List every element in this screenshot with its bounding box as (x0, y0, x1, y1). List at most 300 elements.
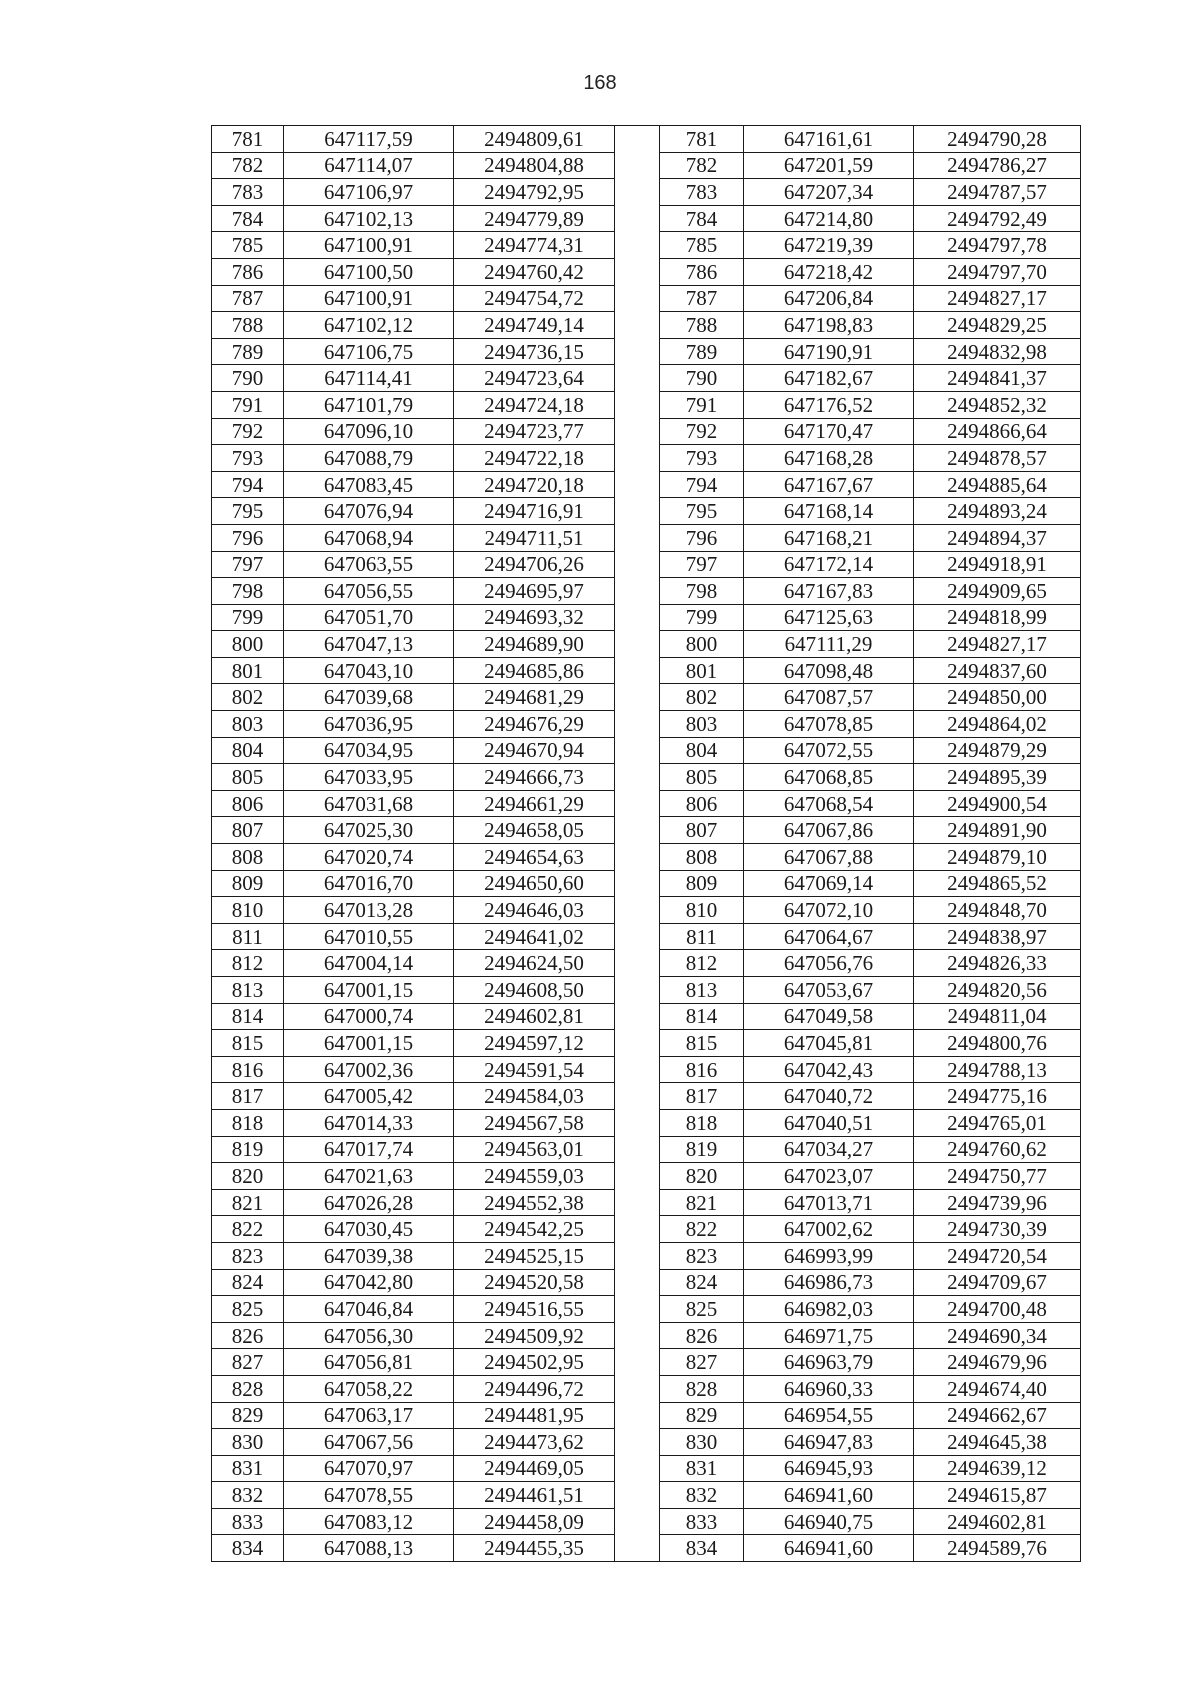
column-spacer (615, 1003, 660, 1030)
table-row (212, 1269, 1081, 1296)
x-coordinate-right: 647068,85 (744, 764, 914, 791)
column-spacer (615, 578, 660, 605)
y-coordinate-right: 2494786,27 (914, 152, 1081, 179)
table-row (212, 1535, 1081, 1562)
point-number-left: 805 (212, 764, 284, 791)
point-number-right: 818 (660, 1109, 744, 1136)
point-number-left: 816 (212, 1056, 284, 1083)
table-row (212, 817, 1081, 844)
table-row (212, 1482, 1081, 1509)
x-coordinate-right: 647045,81 (744, 1030, 914, 1057)
y-coordinate-left: 2494654,63 (454, 844, 615, 871)
y-coordinate-left: 2494723,77 (454, 418, 615, 445)
point-number-right: 824 (660, 1269, 744, 1296)
x-coordinate-right: 647023,07 (744, 1163, 914, 1190)
y-coordinate-right: 2494891,90 (914, 817, 1081, 844)
point-number-left: 785 (212, 232, 284, 259)
column-spacer (615, 418, 660, 445)
table-row (212, 445, 1081, 472)
point-number-left: 828 (212, 1375, 284, 1402)
x-coordinate-right: 647078,85 (744, 711, 914, 738)
point-number-right: 805 (660, 764, 744, 791)
point-number-left: 817 (212, 1083, 284, 1110)
y-coordinate-left: 2494520,58 (454, 1269, 615, 1296)
x-coordinate-right: 647207,34 (744, 179, 914, 206)
x-coordinate-left: 647033,95 (284, 764, 454, 791)
y-coordinate-left: 2494716,91 (454, 498, 615, 525)
point-number-right: 790 (660, 365, 744, 392)
x-coordinate-right: 646941,60 (744, 1535, 914, 1562)
x-coordinate-right: 647067,88 (744, 844, 914, 871)
x-coordinate-right: 647206,84 (744, 285, 914, 312)
x-coordinate-left: 647102,12 (284, 312, 454, 339)
y-coordinate-left: 2494516,55 (454, 1296, 615, 1323)
y-coordinate-right: 2494739,96 (914, 1189, 1081, 1216)
point-number-left: 818 (212, 1109, 284, 1136)
table-row (212, 897, 1081, 924)
x-coordinate-right: 647064,67 (744, 923, 914, 950)
table-row (212, 312, 1081, 339)
y-coordinate-right: 2494674,40 (914, 1375, 1081, 1402)
point-number-right: 817 (660, 1083, 744, 1110)
column-spacer (615, 1189, 660, 1216)
x-coordinate-left: 647106,97 (284, 179, 454, 206)
column-spacer (615, 1109, 660, 1136)
y-coordinate-right: 2494885,64 (914, 471, 1081, 498)
point-number-right: 831 (660, 1455, 744, 1482)
y-coordinate-right: 2494909,65 (914, 578, 1081, 605)
table-row (212, 1216, 1081, 1243)
y-coordinate-right: 2494879,29 (914, 737, 1081, 764)
table-row (212, 285, 1081, 312)
point-number-left: 813 (212, 977, 284, 1004)
column-spacer (615, 1163, 660, 1190)
table-row (212, 1189, 1081, 1216)
point-number-left: 832 (212, 1482, 284, 1509)
x-coordinate-left: 647096,10 (284, 418, 454, 445)
y-coordinate-left: 2494676,29 (454, 711, 615, 738)
y-coordinate-left: 2494658,05 (454, 817, 615, 844)
column-spacer (615, 1429, 660, 1456)
y-coordinate-right: 2494850,00 (914, 684, 1081, 711)
y-coordinate-left: 2494469,05 (454, 1455, 615, 1482)
column-spacer (615, 923, 660, 950)
x-coordinate-right: 646947,83 (744, 1429, 914, 1456)
column-spacer (615, 1535, 660, 1562)
y-coordinate-right: 2494787,57 (914, 179, 1081, 206)
x-coordinate-left: 647010,55 (284, 923, 454, 950)
x-coordinate-right: 646993,99 (744, 1242, 914, 1269)
x-coordinate-left: 647047,13 (284, 631, 454, 658)
y-coordinate-right: 2494918,91 (914, 551, 1081, 578)
point-number-left: 834 (212, 1535, 284, 1562)
y-coordinate-left: 2494722,18 (454, 445, 615, 472)
table-row (212, 471, 1081, 498)
y-coordinate-left: 2494461,51 (454, 1482, 615, 1509)
table-row (212, 1136, 1081, 1163)
column-spacer (615, 1322, 660, 1349)
point-number-right: 828 (660, 1375, 744, 1402)
x-coordinate-right: 647161,61 (744, 126, 914, 153)
x-coordinate-right: 646960,33 (744, 1375, 914, 1402)
x-coordinate-left: 647100,50 (284, 258, 454, 285)
x-coordinate-left: 647020,74 (284, 844, 454, 871)
y-coordinate-left: 2494473,62 (454, 1429, 615, 1456)
x-coordinate-left: 647114,07 (284, 152, 454, 179)
y-coordinate-left: 2494792,95 (454, 179, 615, 206)
y-coordinate-right: 2494602,81 (914, 1508, 1081, 1535)
y-coordinate-left: 2494552,38 (454, 1189, 615, 1216)
point-number-right: 793 (660, 445, 744, 472)
point-number-right: 787 (660, 285, 744, 312)
y-coordinate-right: 2494589,76 (914, 1535, 1081, 1562)
table-row (212, 126, 1081, 153)
column-spacer (615, 870, 660, 897)
point-number-right: 809 (660, 870, 744, 897)
x-coordinate-left: 647043,10 (284, 657, 454, 684)
x-coordinate-left: 647078,55 (284, 1482, 454, 1509)
table-row (212, 1163, 1081, 1190)
column-spacer (615, 524, 660, 551)
y-coordinate-left: 2494711,51 (454, 524, 615, 551)
point-number-right: 802 (660, 684, 744, 711)
y-coordinate-right: 2494765,01 (914, 1109, 1081, 1136)
table-row (212, 1109, 1081, 1136)
point-number-right: 833 (660, 1508, 744, 1535)
coordinates-table (211, 125, 1081, 1562)
table-row (212, 870, 1081, 897)
point-number-right: 826 (660, 1322, 744, 1349)
table-row (212, 338, 1081, 365)
y-coordinate-left: 2494749,14 (454, 312, 615, 339)
point-number-right: 815 (660, 1030, 744, 1057)
x-coordinate-left: 647025,30 (284, 817, 454, 844)
x-coordinate-left: 647013,28 (284, 897, 454, 924)
table-row (212, 1375, 1081, 1402)
x-coordinate-right: 647168,14 (744, 498, 914, 525)
point-number-right: 820 (660, 1163, 744, 1190)
y-coordinate-right: 2494615,87 (914, 1482, 1081, 1509)
y-coordinate-right: 2494790,28 (914, 126, 1081, 153)
table-row (212, 578, 1081, 605)
table-row (212, 1402, 1081, 1429)
point-number-right: 811 (660, 923, 744, 950)
point-number-left: 792 (212, 418, 284, 445)
point-number-left: 796 (212, 524, 284, 551)
x-coordinate-left: 647056,30 (284, 1322, 454, 1349)
point-number-right: 823 (660, 1242, 744, 1269)
y-coordinate-right: 2494827,17 (914, 631, 1081, 658)
x-coordinate-right: 647172,14 (744, 551, 914, 578)
point-number-right: 814 (660, 1003, 744, 1030)
x-coordinate-right: 647167,83 (744, 578, 914, 605)
column-spacer (615, 1349, 660, 1376)
point-number-left: 809 (212, 870, 284, 897)
point-number-right: 821 (660, 1189, 744, 1216)
point-number-left: 794 (212, 471, 284, 498)
point-number-right: 812 (660, 950, 744, 977)
point-number-right: 794 (660, 471, 744, 498)
point-number-right: 806 (660, 790, 744, 817)
y-coordinate-left: 2494455,35 (454, 1535, 615, 1562)
x-coordinate-right: 647049,58 (744, 1003, 914, 1030)
x-coordinate-right: 647218,42 (744, 258, 914, 285)
point-number-right: 825 (660, 1296, 744, 1323)
column-spacer (615, 152, 660, 179)
y-coordinate-right: 2494750,77 (914, 1163, 1081, 1190)
x-coordinate-left: 647114,41 (284, 365, 454, 392)
y-coordinate-left: 2494720,18 (454, 471, 615, 498)
point-number-left: 811 (212, 923, 284, 950)
y-coordinate-left: 2494563,01 (454, 1136, 615, 1163)
y-coordinate-left: 2494695,97 (454, 578, 615, 605)
table-row (212, 923, 1081, 950)
column-spacer (615, 126, 660, 153)
x-coordinate-left: 647031,68 (284, 790, 454, 817)
point-number-left: 804 (212, 737, 284, 764)
y-coordinate-right: 2494878,57 (914, 445, 1081, 472)
point-number-left: 786 (212, 258, 284, 285)
point-number-right: 827 (660, 1349, 744, 1376)
point-number-left: 784 (212, 205, 284, 232)
y-coordinate-right: 2494811,04 (914, 1003, 1081, 1030)
point-number-right: 795 (660, 498, 744, 525)
point-number-left: 822 (212, 1216, 284, 1243)
x-coordinate-right: 646982,03 (744, 1296, 914, 1323)
x-coordinate-left: 647088,13 (284, 1535, 454, 1562)
x-coordinate-left: 647017,74 (284, 1136, 454, 1163)
table-row (212, 1508, 1081, 1535)
point-number-right: 801 (660, 657, 744, 684)
column-spacer (615, 711, 660, 738)
point-number-right: 797 (660, 551, 744, 578)
y-coordinate-right: 2494820,56 (914, 977, 1081, 1004)
column-spacer (615, 950, 660, 977)
point-number-left: 808 (212, 844, 284, 871)
y-coordinate-right: 2494730,39 (914, 1216, 1081, 1243)
y-coordinate-right: 2494797,78 (914, 232, 1081, 259)
y-coordinate-left: 2494559,03 (454, 1163, 615, 1190)
x-coordinate-left: 647076,94 (284, 498, 454, 525)
table-row (212, 205, 1081, 232)
y-coordinate-left: 2494685,86 (454, 657, 615, 684)
y-coordinate-right: 2494639,12 (914, 1455, 1081, 1482)
table-row (212, 684, 1081, 711)
point-number-right: 796 (660, 524, 744, 551)
point-number-right: 808 (660, 844, 744, 871)
y-coordinate-right: 2494864,02 (914, 711, 1081, 738)
point-number-right: 783 (660, 179, 744, 206)
x-coordinate-left: 647002,36 (284, 1056, 454, 1083)
table-row (212, 950, 1081, 977)
point-number-left: 795 (212, 498, 284, 525)
column-spacer (615, 205, 660, 232)
x-coordinate-left: 647056,81 (284, 1349, 454, 1376)
x-coordinate-right: 646986,73 (744, 1269, 914, 1296)
column-spacer (615, 1402, 660, 1429)
y-coordinate-left: 2494542,25 (454, 1216, 615, 1243)
point-number-right: 798 (660, 578, 744, 605)
x-coordinate-right: 647168,21 (744, 524, 914, 551)
table-row (212, 1030, 1081, 1057)
x-coordinate-right: 646941,60 (744, 1482, 914, 1509)
x-coordinate-right: 647087,57 (744, 684, 914, 711)
x-coordinate-right: 647170,47 (744, 418, 914, 445)
y-coordinate-left: 2494724,18 (454, 391, 615, 418)
column-spacer (615, 817, 660, 844)
point-number-left: 798 (212, 578, 284, 605)
x-coordinate-right: 647056,76 (744, 950, 914, 977)
x-coordinate-left: 647042,80 (284, 1269, 454, 1296)
column-spacer (615, 285, 660, 312)
y-coordinate-right: 2494900,54 (914, 790, 1081, 817)
y-coordinate-right: 2494818,99 (914, 604, 1081, 631)
y-coordinate-right: 2494826,33 (914, 950, 1081, 977)
point-number-right: 792 (660, 418, 744, 445)
point-number-right: 799 (660, 604, 744, 631)
y-coordinate-left: 2494624,50 (454, 950, 615, 977)
y-coordinate-right: 2494792,49 (914, 205, 1081, 232)
column-spacer (615, 258, 660, 285)
y-coordinate-right: 2494852,32 (914, 391, 1081, 418)
x-coordinate-left: 647046,84 (284, 1296, 454, 1323)
point-number-left: 782 (212, 152, 284, 179)
y-coordinate-left: 2494736,15 (454, 338, 615, 365)
point-number-left: 821 (212, 1189, 284, 1216)
y-coordinate-right: 2494829,25 (914, 312, 1081, 339)
column-spacer (615, 737, 660, 764)
column-spacer (615, 1455, 660, 1482)
point-number-left: 820 (212, 1163, 284, 1190)
y-coordinate-right: 2494720,54 (914, 1242, 1081, 1269)
y-coordinate-left: 2494646,03 (454, 897, 615, 924)
y-coordinate-left: 2494804,88 (454, 152, 615, 179)
point-number-right: 800 (660, 631, 744, 658)
y-coordinate-right: 2494800,76 (914, 1030, 1081, 1057)
x-coordinate-left: 647005,42 (284, 1083, 454, 1110)
table-row (212, 179, 1081, 206)
y-coordinate-right: 2494679,96 (914, 1349, 1081, 1376)
x-coordinate-left: 647117,59 (284, 126, 454, 153)
x-coordinate-right: 647069,14 (744, 870, 914, 897)
column-spacer (615, 179, 660, 206)
point-number-right: 829 (660, 1402, 744, 1429)
column-spacer (615, 684, 660, 711)
point-number-left: 802 (212, 684, 284, 711)
y-coordinate-right: 2494832,98 (914, 338, 1081, 365)
column-spacer (615, 844, 660, 871)
x-coordinate-right: 646945,93 (744, 1455, 914, 1482)
column-spacer (615, 312, 660, 339)
point-number-right: 788 (660, 312, 744, 339)
table-row (212, 365, 1081, 392)
point-number-left: 801 (212, 657, 284, 684)
table-row (212, 418, 1081, 445)
x-coordinate-left: 647026,28 (284, 1189, 454, 1216)
point-number-left: 819 (212, 1136, 284, 1163)
y-coordinate-right: 2494838,97 (914, 923, 1081, 950)
y-coordinate-right: 2494760,62 (914, 1136, 1081, 1163)
column-spacer (615, 764, 660, 791)
x-coordinate-left: 647100,91 (284, 232, 454, 259)
x-coordinate-right: 647176,52 (744, 391, 914, 418)
y-coordinate-left: 2494567,58 (454, 1109, 615, 1136)
point-number-right: 822 (660, 1216, 744, 1243)
table-row (212, 551, 1081, 578)
column-spacer (615, 1216, 660, 1243)
point-number-right: 785 (660, 232, 744, 259)
point-number-left: 829 (212, 1402, 284, 1429)
point-number-left: 815 (212, 1030, 284, 1057)
y-coordinate-left: 2494661,29 (454, 790, 615, 817)
point-number-left: 823 (212, 1242, 284, 1269)
x-coordinate-left: 647088,79 (284, 445, 454, 472)
y-coordinate-right: 2494690,34 (914, 1322, 1081, 1349)
y-coordinate-left: 2494525,15 (454, 1242, 615, 1269)
column-spacer (615, 1508, 660, 1535)
column-spacer (615, 897, 660, 924)
table-row (212, 977, 1081, 1004)
table-row (212, 258, 1081, 285)
x-coordinate-right: 647034,27 (744, 1136, 914, 1163)
x-coordinate-left: 647016,70 (284, 870, 454, 897)
point-number-left: 831 (212, 1455, 284, 1482)
point-number-left: 790 (212, 365, 284, 392)
y-coordinate-right: 2494848,70 (914, 897, 1081, 924)
x-coordinate-left: 647070,97 (284, 1455, 454, 1482)
page-number: 168 (583, 72, 617, 94)
x-coordinate-right: 647002,62 (744, 1216, 914, 1243)
point-number-left: 814 (212, 1003, 284, 1030)
point-number-right: 819 (660, 1136, 744, 1163)
column-spacer (615, 1296, 660, 1323)
x-coordinate-right: 647201,59 (744, 152, 914, 179)
y-coordinate-left: 2494670,94 (454, 737, 615, 764)
y-coordinate-right: 2494895,39 (914, 764, 1081, 791)
column-spacer (615, 657, 660, 684)
x-coordinate-left: 647021,63 (284, 1163, 454, 1190)
table-row (212, 604, 1081, 631)
x-coordinate-left: 647036,95 (284, 711, 454, 738)
point-number-right: 834 (660, 1535, 744, 1562)
y-coordinate-left: 2494666,73 (454, 764, 615, 791)
x-coordinate-left: 647004,14 (284, 950, 454, 977)
point-number-right: 803 (660, 711, 744, 738)
x-coordinate-right: 647125,63 (744, 604, 914, 631)
y-coordinate-left: 2494774,31 (454, 232, 615, 259)
x-coordinate-left: 647063,17 (284, 1402, 454, 1429)
column-spacer (615, 1030, 660, 1057)
y-coordinate-right: 2494894,37 (914, 524, 1081, 551)
column-spacer (615, 338, 660, 365)
y-coordinate-left: 2494723,64 (454, 365, 615, 392)
x-coordinate-left: 647001,15 (284, 977, 454, 1004)
column-spacer (615, 1056, 660, 1083)
point-number-left: 787 (212, 285, 284, 312)
y-coordinate-left: 2494502,95 (454, 1349, 615, 1376)
x-coordinate-right: 647214,80 (744, 205, 914, 232)
point-number-right: 804 (660, 737, 744, 764)
column-spacer (615, 471, 660, 498)
x-coordinate-right: 647168,28 (744, 445, 914, 472)
column-spacer (615, 551, 660, 578)
point-number-left: 803 (212, 711, 284, 738)
x-coordinate-left: 647106,75 (284, 338, 454, 365)
column-spacer (615, 391, 660, 418)
table-row (212, 1296, 1081, 1323)
y-coordinate-left: 2494689,90 (454, 631, 615, 658)
x-coordinate-left: 647000,74 (284, 1003, 454, 1030)
